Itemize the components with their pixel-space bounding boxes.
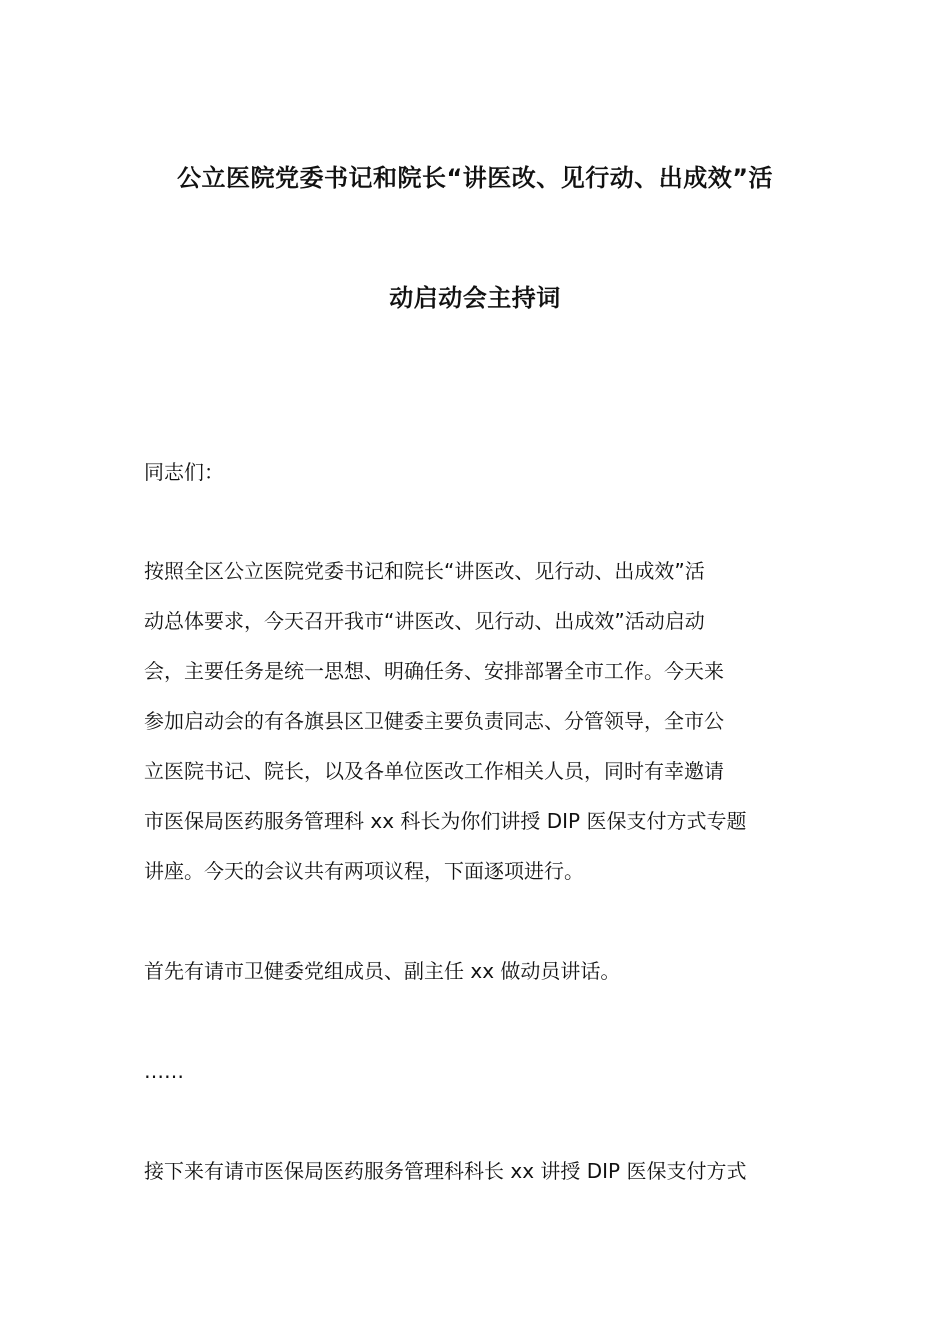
body-paragraph-3: 接下来有请市医保局医药服务管理科科长 xx 讲授 DIP 医保支付方式 (144, 1159, 747, 1183)
document-title-line-1: 公立医院党委书记和院长“讲医改、见行动、出成效”活 (176, 164, 774, 192)
salutation: 同志们： (144, 460, 224, 484)
ellipsis: …… (144, 1059, 184, 1083)
body-paragraph-2: 首先有请市卫健委党组成员、副主任 xx 做动员讲话。 (144, 959, 621, 983)
body-paragraph-1: 按照全区公立医院党委书记和院长“讲医改、见行动、出成效”活 动总体要求，今天召开我市“讲医改、见行动、出成效”活动启动 会，主要任务是统一思想、明确任务、安排部署全市工作。今天来 参加启动会的有各旗县区卫健委主要负责同志、分管领导，全市公 立医院书记、院长，以及各单位医改工作相关人员，同时有幸邀请 市医保局医药服务管理科 xx 科长为你们讲授 DIP 医保支付方式专题 讲座。今天的会议共有两项议程，下面逐项进行。 (144, 559, 747, 883)
document-title-line-2: 动启动会主持词 (389, 284, 561, 312)
